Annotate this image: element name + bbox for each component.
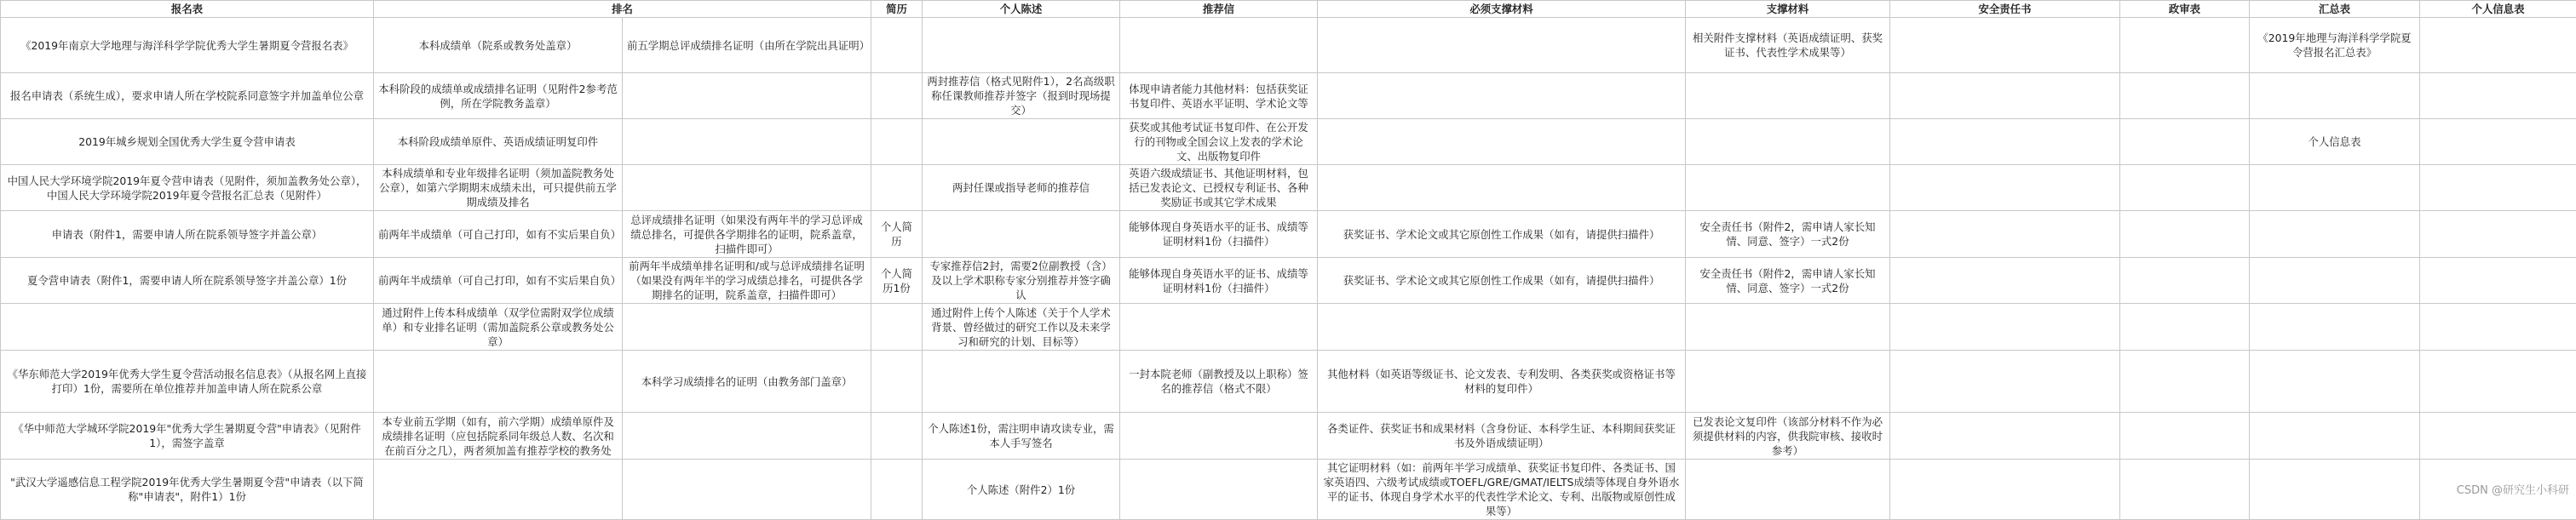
table-row <box>1 258 2576 304</box>
header-row <box>1 1 2576 18</box>
table-cell[interactable] <box>2420 351 2576 413</box>
table-cell[interactable]: 个人信息表 <box>2250 119 2420 165</box>
table-cell[interactable]: 本科学习成绩排名的证明（由教务部门盖章） <box>623 351 871 413</box>
table-cell[interactable]: 《2019年地理与海洋科学学院夏令营报名汇总表》 <box>2250 18 2420 73</box>
column-header-personal-statement[interactable]: 个人陈述 <box>923 1 1120 18</box>
table-cell[interactable] <box>1890 73 2120 119</box>
table-cell[interactable] <box>2420 165 2576 211</box>
table-cell[interactable]: 前两年半成绩单（可自己打印，如有不实后果自负） <box>374 258 623 304</box>
table-cell[interactable] <box>374 460 623 520</box>
table-cell[interactable]: 英语六级成绩证书、其他证明材料，包括已发表论文、已授权专利证书、各种奖励证书或其它学术成果 <box>1120 165 1318 211</box>
table-cell[interactable]: 获奖证书、学术论文或其它原创性工作成果（如有，请提供扫描件） <box>1318 211 1686 258</box>
table-cell[interactable]: 体现申请者能力其他材料：包括获奖证书复印件、英语水平证明、学术论文等 <box>1120 73 1318 119</box>
table-cell[interactable] <box>923 18 1120 73</box>
table-cell[interactable] <box>2420 119 2576 165</box>
table-cell[interactable]: 本科成绩单和专业年级排名证明（须加盖院教务处公章），如第六学期期末成绩未出，可只提供前五学期成绩及排名 <box>374 165 623 211</box>
table-cell[interactable]: 本科成绩单（院系或教务处盖章） <box>374 18 623 73</box>
table-cell[interactable]: 安全责任书（附件2，需申请人家长知情、同意、签字）一式2份 <box>1686 258 1890 304</box>
table-cell[interactable] <box>2120 119 2250 165</box>
table-cell[interactable] <box>1686 73 1890 119</box>
table-row <box>1 165 2576 211</box>
table-cell[interactable]: 个人陈述（附件2）1份 <box>923 460 1120 520</box>
table-cell[interactable]: 前五学期总评成绩排名证明（由所在学院出具证明） <box>623 18 871 73</box>
table-cell[interactable] <box>871 73 923 119</box>
table-cell[interactable] <box>374 351 623 413</box>
table-cell[interactable]: 个人简历 <box>871 211 923 258</box>
table-cell[interactable]: 安全责任书（附件2，需申请人家长知情、同意、签字）一式2份 <box>1686 211 1890 258</box>
table-row <box>1 304 2576 351</box>
table-cell[interactable] <box>1890 413 2120 460</box>
table-cell[interactable] <box>1890 258 2120 304</box>
column-header-ranking[interactable]: 排名 <box>374 1 871 18</box>
table-cell[interactable] <box>1686 351 1890 413</box>
table-cell[interactable] <box>2420 18 2576 73</box>
table-cell[interactable]: 本科阶段成绩单原件、英语成绩证明复印件 <box>374 119 623 165</box>
table-cell[interactable] <box>1890 18 2120 73</box>
table-cell[interactable]: 获奖证书、学术论文或其它原创性工作成果（如有，请提供扫描件） <box>1318 258 1686 304</box>
table-cell[interactable] <box>923 211 1120 258</box>
table-row <box>1 351 2576 413</box>
table-cell[interactable] <box>623 119 871 165</box>
table-cell[interactable] <box>871 119 923 165</box>
table-cell[interactable]: 专家推荐信2封，需要2位副教授（含）及以上学术职称专家分别推荐并签字确认 <box>923 258 1120 304</box>
table-cell[interactable] <box>2120 304 2250 351</box>
table-cell[interactable] <box>623 413 871 460</box>
table-cell[interactable] <box>2120 351 2250 413</box>
table-cell[interactable] <box>1120 413 1318 460</box>
table-cell[interactable] <box>1890 165 2120 211</box>
column-header-supporting-materials[interactable]: 支撑材料 <box>1686 1 1890 18</box>
table-cell[interactable]: 相关附件支撑材料（英语成绩证明、获奖证书、代表性学术成果等） <box>1686 18 1890 73</box>
table-cell[interactable]: 前两年半成绩单（可自己打印，如有不实后果自负） <box>374 211 623 258</box>
table-cell[interactable]: 《华中师范大学城环学院2019年"优秀大学生暑期夏令营"申请表》（见附件1），需签字盖章 <box>1 413 374 460</box>
table-cell[interactable] <box>2120 211 2250 258</box>
table-cell[interactable] <box>2120 413 2250 460</box>
table-row <box>1 460 2576 520</box>
column-header-recommendation[interactable]: 推荐信 <box>1120 1 1318 18</box>
table-cell[interactable] <box>1686 165 1890 211</box>
table-cell[interactable]: 两封推荐信（格式见附件1），2名高级职称任课教师推荐并签字（报到时现场提交） <box>923 73 1120 119</box>
table-cell[interactable] <box>623 165 871 211</box>
table-cell[interactable] <box>2250 73 2420 119</box>
table-cell[interactable]: 夏令营申请表（附件1，需要申请人所在院系领导签字并盖公章）1份 <box>1 258 374 304</box>
table-cell[interactable] <box>2420 304 2576 351</box>
table-cell[interactable] <box>2250 258 2420 304</box>
table-cell[interactable] <box>1890 351 2120 413</box>
table-cell[interactable] <box>2420 73 2576 119</box>
table-cell[interactable] <box>2250 304 2420 351</box>
table-cell[interactable] <box>1890 211 2120 258</box>
table-cell[interactable] <box>2420 258 2576 304</box>
table-cell[interactable] <box>1318 165 1686 211</box>
table-cell[interactable]: 《华东师范大学2019年优秀大学生夏令营活动报名信息表》（从报名网上直接打印）1份，需要所在单位推荐并加盖申请人所在院系公章 <box>1 351 374 413</box>
table-cell[interactable] <box>2250 413 2420 460</box>
table-cell[interactable]: 申请表（附件1，需要申请人所在院系领导签字并盖公章） <box>1 211 374 258</box>
table-cell[interactable] <box>623 304 871 351</box>
table-cell[interactable] <box>871 413 923 460</box>
table-cell[interactable] <box>871 18 923 73</box>
table-cell[interactable] <box>1120 304 1318 351</box>
column-header-political-review[interactable]: 政审表 <box>2120 1 2250 18</box>
table-cell[interactable]: 其它证明材料（如：前两年半学习成绩单、获奖证书复印件、各类证书、国家英语四、六级考试成绩或TOEFL/GRE/GMAT/IELTS成绩等体现自身外语水平的证书、体现自身学术水平的代表性学术论文、专利、出版物或原创性成果等） <box>1318 460 1686 520</box>
table-cell[interactable]: 两封任课或指导老师的推荐信 <box>923 165 1120 211</box>
table-cell[interactable] <box>1 304 374 351</box>
table-cell[interactable] <box>2250 165 2420 211</box>
table-cell[interactable] <box>1890 304 2120 351</box>
table-row <box>1 211 2576 258</box>
table-cell[interactable] <box>1318 304 1686 351</box>
table-cell[interactable] <box>1318 119 1686 165</box>
table-cell[interactable]: 各类证件、获奖证书和成果材料（含身份证、本科学生证、本科期间获奖证书及外语成绩证明） <box>1318 413 1686 460</box>
table-cell[interactable] <box>623 73 871 119</box>
table-cell[interactable] <box>1686 460 1890 520</box>
table-cell[interactable] <box>871 460 923 520</box>
table-cell[interactable]: 总评成绩排名证明（如果没有两年半的学习总评成绩总排名，可提供各学期排名的证明，院系盖章，扫描件即可） <box>623 211 871 258</box>
table-cell[interactable] <box>2120 258 2250 304</box>
table-cell[interactable]: 其他材料（如英语等级证书、论文发表、专利发明、各类获奖或资格证书等材料的复印件） <box>1318 351 1686 413</box>
table-cell[interactable] <box>2420 211 2576 258</box>
table-cell[interactable]: 能够体现自身英语水平的证书、成绩等证明材料1份（扫描件） <box>1120 211 1318 258</box>
table-cell[interactable]: 通过附件上传个人陈述（关于个人学术背景、曾经做过的研究工作以及未来学习和研究的计划、目标等） <box>923 304 1120 351</box>
column-header-required-materials[interactable]: 必须支撑材料 <box>1318 1 1686 18</box>
csdn-watermark: CSDN @研究生小科研 <box>2457 481 2569 497</box>
column-header-personal-info[interactable]: 个人信息表 <box>2420 1 2576 18</box>
table-cell[interactable] <box>2120 165 2250 211</box>
table-row <box>1 73 2576 119</box>
table-cell[interactable] <box>2250 460 2420 520</box>
table-row <box>1 413 2576 460</box>
column-header-application-form[interactable]: 报名表 <box>1 1 374 18</box>
table-cell[interactable]: "武汉大学遥感信息工程学院2019年优秀大学生暑期夏令营"申请表（以下简称"申请表"，附件1）1份 <box>1 460 374 520</box>
table-cell[interactable] <box>923 351 1120 413</box>
table-cell[interactable]: 一封本院老师（副教授及以上职称）签名的推荐信（格式不限） <box>1120 351 1318 413</box>
table-cell[interactable] <box>1890 119 2120 165</box>
table-cell[interactable] <box>2120 460 2250 520</box>
table-cell[interactable]: 通过附件上传本科成绩单（双学位需附双学位成绩单）和专业排名证明（需加盖院系公章或教务处公章） <box>374 304 623 351</box>
table-cell[interactable] <box>1686 119 1890 165</box>
table-cell[interactable] <box>1120 460 1318 520</box>
table-cell[interactable] <box>2120 18 2250 73</box>
table-cell[interactable] <box>623 460 871 520</box>
table-cell[interactable]: 2019年城乡规划全国优秀大学生夏令营申请表 <box>1 119 374 165</box>
table-row <box>1 18 2576 73</box>
table-cell[interactable] <box>871 351 923 413</box>
column-header-resume[interactable]: 简历 <box>871 1 923 18</box>
table-cell[interactable]: 中国人民大学环境学院2019年夏令营申请表（见附件，须加盖教务处公章），中国人民大学环境学院2019年夏令营报名汇总表（见附件） <box>1 165 374 211</box>
table-cell[interactable] <box>923 119 1120 165</box>
table-cell[interactable] <box>1318 73 1686 119</box>
table-cell[interactable]: 本专业前五学期（如有，前六学期）成绩单原件及成绩排名证明（应包括院系同年级总人数、名次和在前百分之几），两者须加盖有推荐学校的教务处 <box>374 413 623 460</box>
table-cell[interactable]: 个人陈述1份，需注明申请攻读专业，需本人手写签名 <box>923 413 1120 460</box>
table-cell[interactable] <box>2420 413 2576 460</box>
table-cell[interactable] <box>871 304 923 351</box>
column-header-summary[interactable]: 汇总表 <box>2250 1 2420 18</box>
table-cell[interactable]: 获奖或其他考试证书复印件、在公开发行的刊物或全国会议上发表的学术论文、出版物复印件 <box>1120 119 1318 165</box>
table-cell[interactable]: 报名申请表（系统生成），要求申请人所在学校院系同意签字并加盖单位公章 <box>1 73 374 119</box>
table-cell[interactable] <box>1686 304 1890 351</box>
table-cell[interactable] <box>1890 460 2120 520</box>
table-cell[interactable] <box>871 165 923 211</box>
table-cell[interactable] <box>2120 73 2250 119</box>
table-cell[interactable]: 《2019年南京大学地理与海洋科学学院优秀大学生暑期夏令营报名表》 <box>1 18 374 73</box>
table-row <box>1 119 2576 165</box>
table-cell[interactable]: 本科阶段的成绩单或成绩排名证明（见附件2参考范例，所在学院教务盖章） <box>374 73 623 119</box>
table-cell[interactable] <box>1120 18 1318 73</box>
table-cell[interactable]: 能够体现自身英语水平的证书、成绩等证明材料1份（扫描件） <box>1120 258 1318 304</box>
table-cell[interactable]: 个人简历1份 <box>871 258 923 304</box>
table-cell[interactable]: 前两年半成绩单排名证明和/或与总评成绩排名证明（如果没有两年半的学习成绩总排名，可提供各学期排名的证明，院系盖章，扫描件即可） <box>623 258 871 304</box>
table-cell[interactable] <box>1318 18 1686 73</box>
table-cell[interactable] <box>2250 351 2420 413</box>
table-cell[interactable]: 已发表论文复印件（该部分材料不作为必须提供材料的内容，供我院审核、接收时参考） <box>1686 413 1890 460</box>
table-cell[interactable] <box>2250 211 2420 258</box>
column-header-safety-agreement[interactable]: 安全责任书 <box>1890 1 2120 18</box>
